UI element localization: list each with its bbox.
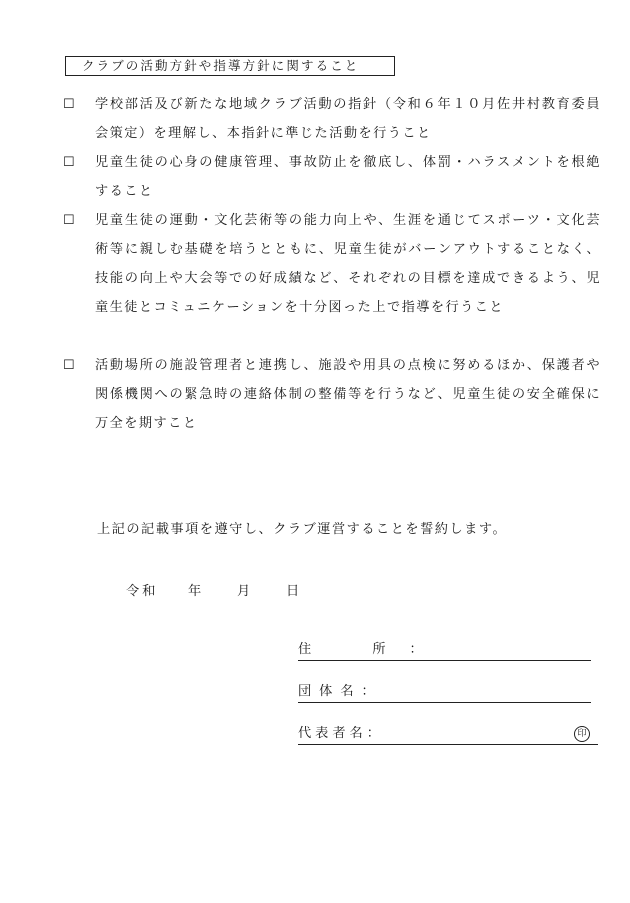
checkbox-icon[interactable]: ☐ <box>63 358 75 373</box>
checklist-item-text: 児童生徒の心身の健康管理、事故防止を徹底し、体罰・ハラスメントを根絶すること <box>95 155 601 199</box>
organization-label: 団体名： <box>298 684 383 699</box>
organization-field[interactable] <box>298 682 591 703</box>
date-era-label: 令和 <box>126 584 159 599</box>
seal-icon: 印 <box>574 726 590 742</box>
address-field[interactable] <box>298 640 591 661</box>
representative-label: 代表者名： <box>298 726 384 741</box>
checklist-item-text: 学校部活及び新たな地域クラブ活動の指針（令和６年１０月佐井村教育委員会策定）を理解し、本指針に準じた活動を行うこと <box>95 97 601 141</box>
checkbox-icon[interactable]: ☐ <box>63 213 75 228</box>
checklist-item-text: 活動場所の施設管理者と連携し、施設や用具の点検に努めるほか、保護者や関係機関への緊急時の連絡体制の整備等を行うなど、児童生徒の安全確保に万全を期すこと <box>95 358 601 431</box>
checkbox-icon[interactable]: ☐ <box>63 155 75 170</box>
section-heading: クラブの活動方針や指導方針に関すること <box>65 56 395 76</box>
date-year-label[interactable]: 年 <box>188 584 202 599</box>
address-label: 住 所： <box>298 642 447 657</box>
checklist-item-text: 児童生徒の運動・文化芸術等の能力向上や、生涯を通じてスポーツ・文化芸術等に親しむ基礎を培うとともに、児童生徒がバーンアウトすることなく、技能の向上や大会等での好成績など、それぞれの目標を達成できるよう、児童生徒とコミュニケーションを十分図った上で指導を行うこと <box>95 213 601 315</box>
date-day-label[interactable]: 日 <box>286 584 300 599</box>
checkbox-icon[interactable]: ☐ <box>63 97 75 112</box>
representative-field[interactable] <box>298 724 598 745</box>
date-month-label[interactable]: 月 <box>237 584 251 599</box>
pledge-statement: 上記の記載事項を遵守し、クラブ運営することを誓約します。 <box>97 522 508 537</box>
